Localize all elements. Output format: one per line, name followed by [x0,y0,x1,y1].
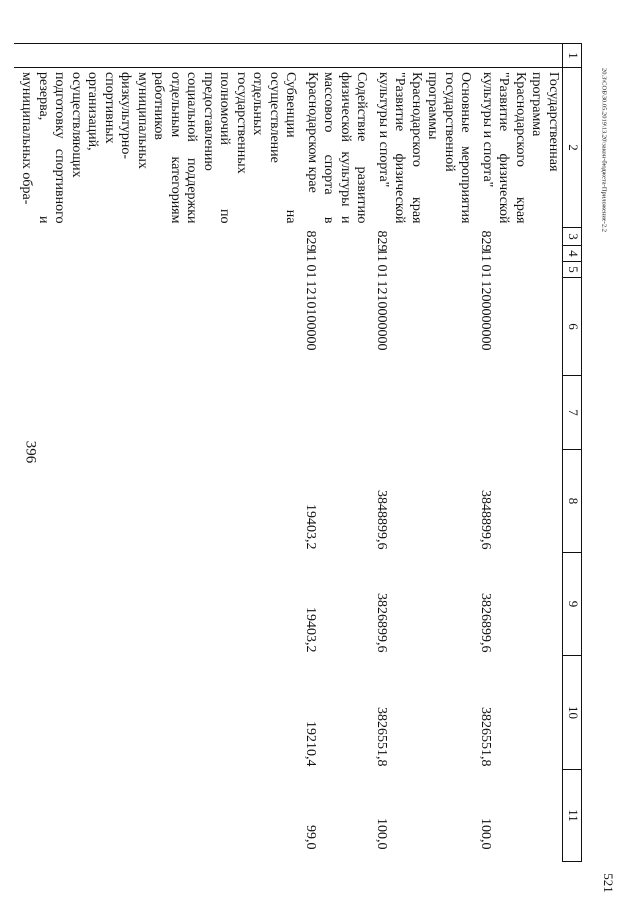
cell-col7 [475,376,563,450]
cell-col7 [14,376,300,450]
row-index-cell [371,44,475,68]
cell-col7 [371,376,475,450]
row-name: Государственная программа Краснодарского края "Развитие физической культуры и спорта" [480,72,561,224]
footer-page-number: 521 [601,873,616,893]
cell-col9: 3826899,6 [374,593,389,653]
cell-col7 [300,376,371,450]
header-col-3: 3 [563,228,582,246]
cell-col5 [14,262,300,278]
cell-col9: 19403,2 [303,607,318,653]
cell-col8 [14,450,300,553]
cell-col5: 01 [374,264,389,279]
cell-col6: 1210000000 [374,280,389,351]
cell-col11: 99,0 [303,825,318,850]
cell-col3 [14,228,300,246]
table-row [475,44,563,862]
file-path-note: 20.3\СОБ\30.05.2019\13.20\закон-бюджета-Приложение-2.2 [600,68,608,232]
cell-col6: 1200000000 [478,280,493,351]
cell-col8: 3848899,6 [478,490,493,550]
cell-col11: 100,0 [478,818,493,850]
cell-col4 [14,246,300,262]
table-row [371,44,475,862]
cell-col8: 19403,2 [303,504,318,550]
header-col-2: 2 [563,68,582,228]
row-name: Основные мероприятия государственной программы Краснодарского края "Развитие физической культуры и спорта" [376,72,474,224]
cell-col11 [14,770,300,862]
cell-col5: 01 [478,264,493,279]
cell-col4: 11 [303,248,318,262]
cell-col9: 3826899,6 [478,593,493,653]
cell-col8: 3848899,6 [374,490,389,550]
header-col-11: 11 [563,770,582,862]
cell-col11: 100,0 [374,818,389,850]
cell-col4: 11 [478,248,493,262]
row-index-cell [475,44,563,68]
cell-col9 [14,553,300,656]
cell-col3: 829 [478,230,493,252]
header-col-5: 5 [563,262,582,278]
row-index-cell [14,44,300,68]
cell-col6: 1210100000 [303,280,318,351]
header-col-6: 6 [563,278,582,376]
row-name: Содействие развитию физической культуры и массового спорта в Краснодарском крае [305,72,370,224]
cell-col4: 11 [374,248,389,262]
cell-col10: 3826551,8 [478,707,493,767]
page-number: 396 [22,440,39,464]
header-col-10: 10 [563,656,582,770]
header-col-9: 9 [563,553,582,656]
cell-col6 [14,278,300,376]
budget-table [14,43,582,862]
cell-col5: 01 [303,264,318,279]
header-row [563,44,582,862]
cell-col10: 3826551,8 [374,707,389,767]
table-row [14,44,300,862]
cell-col3: 829 [374,230,389,252]
header-col-1: 1 [563,44,582,68]
header-col-4: 4 [563,246,582,262]
table-row [300,44,371,862]
header-col-7: 7 [563,376,582,450]
header-col-8: 8 [563,450,582,553]
row-index-cell [300,44,371,68]
cell-col10: 19210,4 [303,721,318,767]
row-name: Субвенции на осуществление отдельных государственных полномочий по предоставлению социальной поддержки отдельным категориям работников муниципальных физкультурно-спортивных организаций, осуществляющих подготовку спортивного резерва, и муниципальных обра- [19,72,299,224]
cell-col10 [14,656,300,770]
cell-col3: 829 [303,230,318,252]
